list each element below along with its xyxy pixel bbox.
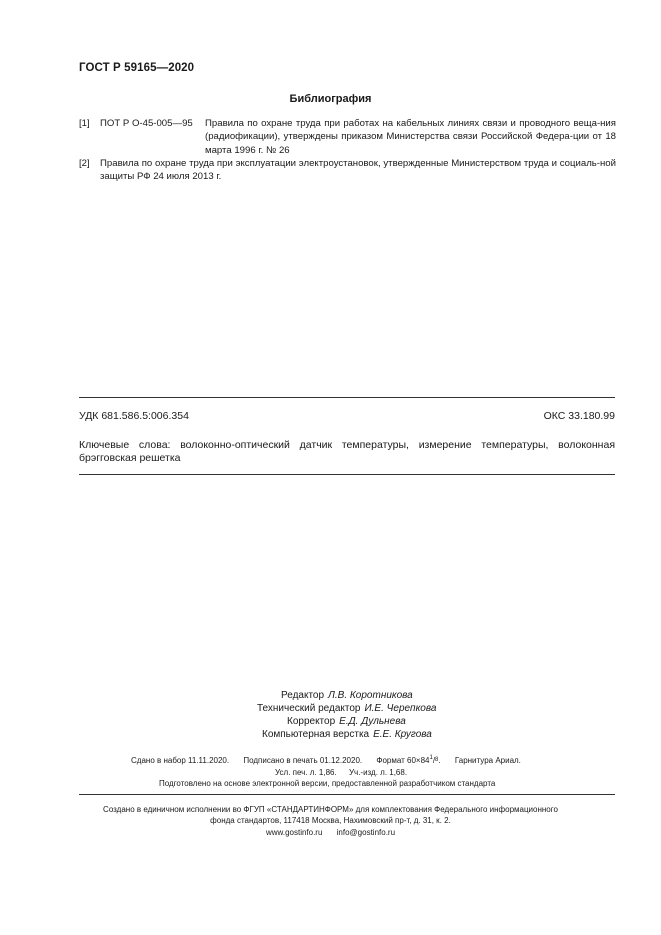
staff-role: Редактор <box>281 690 325 701</box>
publisher-email-link[interactable]: info@gostinfo.ru <box>336 828 396 837</box>
staff-corrector <box>287 715 406 729</box>
print-signed: Подписано в печать 01.12.2020. <box>243 756 363 765</box>
print-format-suffix: . <box>438 756 441 765</box>
print-prepared: Подготовлено на основе электронной версии, предоставленной разработчиком стандарта <box>159 779 496 788</box>
print-format-prefix: Формат 60×84 <box>376 756 430 765</box>
publisher-site-link[interactable]: www.gostinfo.ru <box>265 828 323 837</box>
staff-name: Е.Е. Кругова <box>373 729 432 740</box>
staff-layout <box>262 728 432 742</box>
print-font: Гарнитура Ариал. <box>454 756 521 765</box>
staff-editor <box>281 689 413 703</box>
oks-code: ОКС 33.180.99 <box>543 410 615 422</box>
divider-top <box>79 397 615 398</box>
divider-bottom <box>79 794 615 795</box>
print-format-sub: 8 <box>435 757 439 763</box>
bibliography-item-number: [2] <box>79 158 90 169</box>
print-info-line <box>131 755 521 767</box>
bibliography-title: Библиография <box>289 93 372 105</box>
staff-role: Корректор <box>287 716 336 727</box>
publisher-line-1: Создано в единичном исполнении во ФГУП «СТАНДАРТИНФОРМ» для комплектования Федерального информационного <box>103 805 558 814</box>
publisher-line-2: фонда стандартов, 117418 Москва, Нахимовский пр-т, д. 31, к. 2. <box>210 816 451 825</box>
print-sheets: Усл. печ. л. 1,86. <box>275 768 337 777</box>
staff-tech-editor <box>257 702 436 716</box>
bibliography-item-code: ПОТ Р О-45-005—95 <box>100 118 193 129</box>
publisher-contacts <box>0 827 661 839</box>
print-format-sup: 1 <box>429 755 433 761</box>
print-edit-sheets: Уч.-изд. л. 1,68. <box>348 768 408 777</box>
print-format-slash: / <box>432 756 436 765</box>
print-sent: Сдано в набор 11.11.2020. <box>131 756 230 765</box>
print-sheets-line <box>275 767 407 779</box>
staff-role: Технический редактор <box>257 703 361 714</box>
bibliography-item-text: Правила по охране труда при эксплуатации электроустановок, утвержденные Министерством труда и социаль-ной защиты РФ 24 июля 2013 г. <box>100 158 616 183</box>
staff-name: Л.В. Коротникова <box>328 690 413 701</box>
divider-keywords <box>79 474 615 475</box>
staff-name: И.Е. Черепкова <box>364 703 437 714</box>
standard-code: ГОСТ Р 59165—2020 <box>79 62 195 74</box>
staff-name: Е.Д. Дульнева <box>339 716 406 727</box>
print-format <box>376 756 440 765</box>
bibliography-item-number: [1] <box>79 118 90 129</box>
udk-code: УДК 681.586.5:006.354 <box>79 410 189 422</box>
bibliography-item-text: Правила по охране труда при работах на кабельных линиях связи и проводного веща-ния (радиофикации), утверждены приказом Министерства связи Российской Федера-ции от 18 марта 1996 г. № 26 <box>205 118 616 156</box>
staff-role: Компьютерная верстка <box>262 729 370 740</box>
keywords: Ключевые слова: волоконно-оптический датчик температуры, измерение температуры, волоконная брэгговская решетка <box>79 439 615 464</box>
